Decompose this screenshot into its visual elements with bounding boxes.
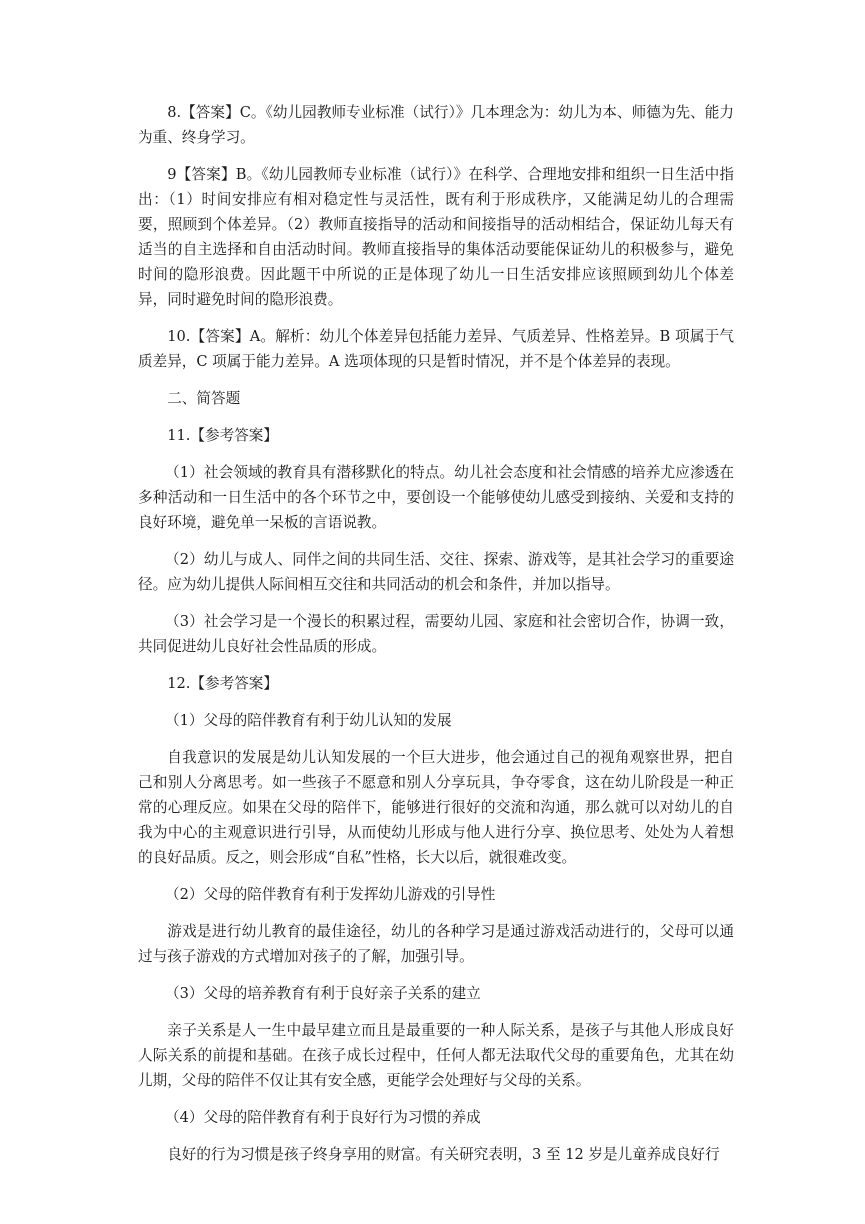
- answer-12-body-2: 游戏是进行幼儿教育的最佳途径，幼儿的各种学习是通过游戏活动进行的，父母可以通过与孩子游戏的方式增加对孩子的了解，加强引导。: [138, 923, 734, 965]
- answer-12-body-3: 亲子关系是人一生中最早建立而且是最重要的一种人际关系，是孩子与其他人形成良好人际关系的前提和基础。在孩子成长过程中，任何人都无法取代父母的重要角色，尤其在幼儿期，父母的陪伴不仅让其有安全感，更能学会处理好与父母的关系。: [138, 1022, 734, 1089]
- answer-9: 9【答案】B。《幼儿园教师专业标准（试行）》在科学、合理地安排和组织一日生活中指出：（1）时间安排应有相对稳定性与灵活性，既有利于形成秩序，又能满足幼儿的合理需要，照顾到个体差异。（2）教师直接指导的活动和间接指导的活动相结合，保证幼儿每天有适当的自主选择和自由活动时间。教师直接指导的集体活动要能保证幼儿的积极参与，避免时间的隐形浪费。因此题干中所说的正是体现了幼儿一日生活安排应该照顾到幼儿个体差异，同时避免时间的隐形浪费。: [138, 166, 734, 308]
- document-page: [138, 100, 734, 1179]
- answer-11-point-1: （1）社会领域的教育具有潜移默化的特点。幼儿社会态度和社会情感的培养尤应渗透在多种活动和一日生活中的各个环节之中，要创设一个能够使幼儿感受到接纳、关爱和支持的良好环境，避免单一呆板的言语说教。: [138, 464, 734, 531]
- answer-12-subheading-3: （3）父母的培养教育有利于良好亲子关系的建立: [165, 985, 481, 1002]
- answer-11-point-2: （2）幼儿与成人、同伴之间的共同生活、交往、探索、游戏等，是其社会学习的重要途径。应为幼儿提供人际间相互交往和共同活动的机会和条件，并加以指导。: [138, 551, 734, 593]
- answer-11-point-3: （3）社会学习是一个漫长的积累过程，需要幼儿园、家庭和社会密切合作，协调一致，共同促进幼儿良好社会性品质的形成。: [138, 613, 734, 655]
- answer-12-subheading-4: （4）父母的陪伴教育有利于良好行为习惯的养成: [165, 1109, 481, 1126]
- answer-12-body-1: 自我意识的发展是幼儿认知发展的一个巨大进步，他会通过自己的视角观察世界，把自己和别人分离思考。如一些孩子不愿意和别人分享玩具，争夺零食，这在幼儿阶段是一种正常的心理反应。如果在父母的陪伴下，能够进行很好的交流和沟通，那么就可以对幼儿的自我为中心的主观意识进行引导，从而使幼儿形成与他人进行分享、换位思考、处处为人着想的良好品质。反之，则会形成“自私”性格，长大以后，就很难改变。: [138, 749, 734, 866]
- answer-10: 10.【答案】A。解析：幼儿个体差异包括能力差异、气质差异、性格差异。B 项属于气质差异，C 项属于能力差异。A 选项体现的只是暂时情况，并不是个体差异的表现。: [138, 328, 734, 370]
- answer-8: 8.【答案】C。《幼儿园教师专业标准（试行）》几本理念为：幼儿为本、师德为先、能力为重、终身学习。: [138, 104, 734, 146]
- answer-12-heading: 12.【参考答案】: [167, 675, 278, 692]
- answer-12-body-4: 良好的行为习惯是孩子终身享用的财富。有关研究表明，3 至 12 岁是儿童养成良好行: [167, 1146, 720, 1163]
- answer-12-subheading-1: （1）父母的陪伴教育有利于幼儿认知的发展: [165, 712, 452, 729]
- section-heading-short-answer: 二、简答题: [167, 390, 241, 407]
- answer-11-heading: 11.【参考答案】: [167, 427, 278, 444]
- answer-12-subheading-2: （2）父母的陪伴教育有利于发挥幼儿游戏的引导性: [165, 886, 496, 903]
